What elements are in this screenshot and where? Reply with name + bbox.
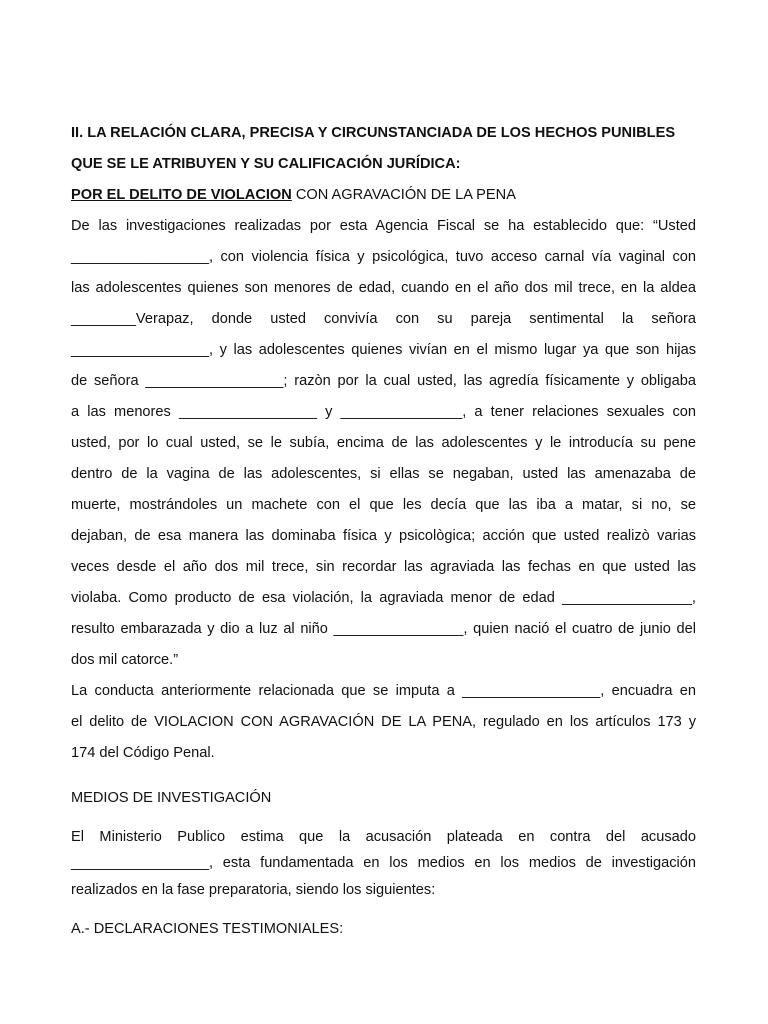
conduct-line: el delito de VIOLACION CON AGRAVACIÓN DE LA PENA, regulado en los artículos 173 y [71, 714, 696, 730]
spacer [71, 904, 696, 914]
facts-line: de señora _________________; razòn por la cual usted, las agredía físicamente y obligaba [71, 373, 696, 389]
spacer [71, 814, 696, 824]
facts-line: dejaban, de esa manera las dominaba física y psicològica; acción que usted realizò varias [71, 528, 696, 544]
crime-title-rest: CON AGRAVACIÓN DE LA PENA [291, 187, 516, 203]
means-line: _________________, esta fundamentada en los medios en los medios de investigación [71, 855, 696, 871]
facts-line: resulto embarazada y dio a luz al niño ________________, quien nació el cuatro de junio del [71, 621, 696, 637]
section-heading-line-1: II. LA RELACIÓN CLARA, PRECISA Y CIRCUNSTANCIADA DE LOS HECHOS PUNIBLES [71, 125, 676, 141]
facts-line: ________Verapaz, donde usted convivía con su pareja sentimental la señora [71, 311, 696, 327]
facts-line: veces desde el año dos mil trece, sin recordar las agraviada las fechas en que usted las [71, 559, 696, 575]
facts-line: violaba. Como producto de esa violación, la agraviada menor de edad ________________, [71, 590, 696, 606]
document-body [71, 118, 696, 945]
spacer [71, 769, 696, 783]
conduct-line: 174 del Código Penal. [71, 745, 215, 761]
means-title: MEDIOS DE INVESTIGACIÓN [71, 790, 272, 806]
section-heading-line-2: QUE SE LE ATRIBUYEN Y SU CALIFICACIÓN JURÍDICA: [71, 156, 461, 172]
means-paragraph [71, 824, 696, 904]
facts-line: dos mil catorce.” [71, 652, 179, 668]
conduct-line: La conducta anteriormente relacionada que se imputa a _________________, encuadra en [71, 683, 696, 699]
crime-title [71, 180, 696, 211]
facts-line: a las menores _________________ y _______________, a tener relaciones sexuales con [71, 404, 696, 420]
conduct-paragraph [71, 676, 696, 769]
facts-line: _________________, y las adolescentes quienes vivían en el mismo lugar ya que son hijas [71, 342, 696, 358]
crime-title-bold: POR EL DELITO DE VIOLACION [71, 187, 292, 203]
facts-line: dentro de la vagina de las adolescentes, si ellas se negaban, usted las amenazaba de [71, 466, 696, 482]
facts-line: De las investigaciones realizadas por esta Agencia Fiscal se ha establecido que: “Usted [71, 218, 696, 234]
section-a-title: A.- DECLARACIONES TESTIMONIALES: [71, 921, 344, 937]
facts-line: las adolescentes quienes son menores de edad, cuando en el año dos mil trece, en la aldea [71, 280, 696, 296]
facts-paragraph [71, 211, 696, 676]
facts-line: _________________, con violencia física y psicológica, tuvo acceso carnal vía vaginal con [71, 249, 696, 265]
facts-line: usted, por lo cual usted, se le subía, encima de las adolescentes y le introducía su pene [71, 435, 696, 451]
means-line: El Ministerio Publico estima que la acusación plateada en contra del acusado [71, 829, 696, 845]
means-line: realizados en la fase preparatoria, siendo los siguientes: [71, 882, 436, 898]
facts-line: muerte, mostrándoles un machete con el que les decía que las iba a matar, si no, se [71, 497, 696, 513]
